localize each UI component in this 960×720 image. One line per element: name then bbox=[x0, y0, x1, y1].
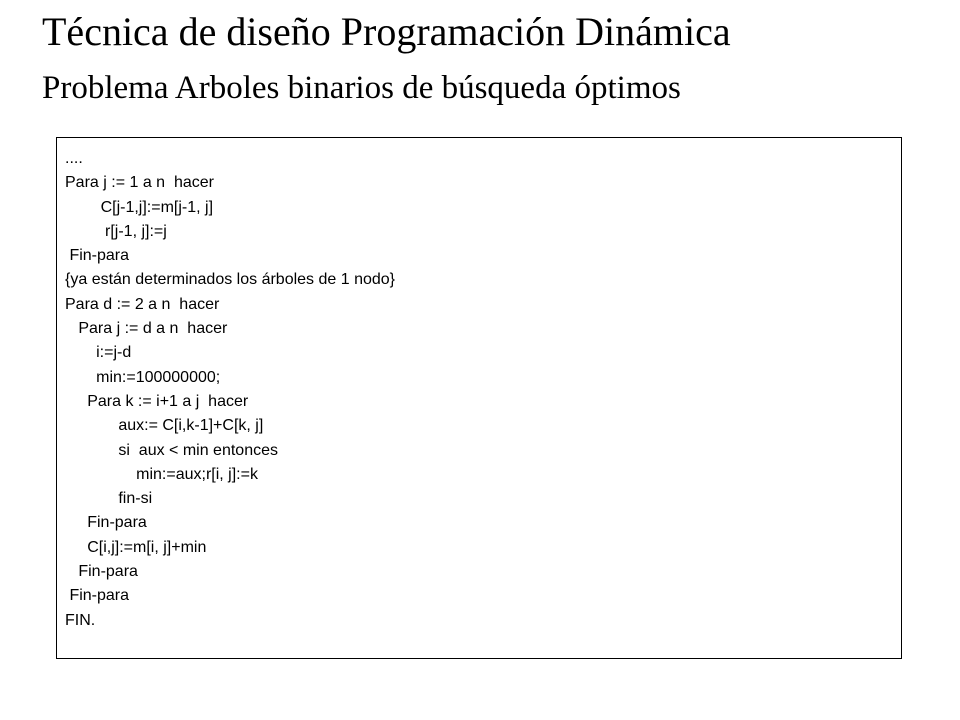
code-line: r[j-1, j]:=j bbox=[65, 222, 167, 240]
code-line: Fin-para bbox=[65, 587, 130, 605]
code-line: Para d := 2 a n hacer bbox=[65, 295, 220, 313]
code-line: si aux < min entonces bbox=[65, 441, 278, 459]
code-line: Fin-para bbox=[65, 514, 147, 532]
code-line: FIN. bbox=[65, 611, 96, 629]
code-line: aux:= C[i,k-1]+C[k, j] bbox=[65, 417, 264, 435]
code-line: i:=j-d bbox=[65, 344, 132, 362]
code-line: Fin-para bbox=[65, 563, 138, 581]
slide-subtitle: Problema Arboles binarios de búsqueda óptimos bbox=[42, 70, 681, 106]
code-line: Para j := d a n hacer bbox=[65, 320, 228, 338]
code-line: .... bbox=[65, 150, 83, 167]
code-line: fin-si bbox=[65, 490, 153, 508]
code-line: {ya están determinados los árboles de 1 nodo} bbox=[65, 271, 396, 289]
code-line: Para j := 1 a n hacer bbox=[65, 174, 214, 192]
code-line: C[j-1,j]:=m[j-1, j] bbox=[65, 198, 214, 216]
code-line: min:=aux;r[i, j]:=k bbox=[65, 465, 258, 483]
code-line: Fin-para bbox=[65, 247, 130, 265]
slide-title: Técnica de diseño Programación Dinámica bbox=[42, 9, 731, 54]
code-line: min:=100000000; bbox=[65, 368, 221, 386]
pseudocode-box bbox=[56, 137, 902, 659]
code-line: Para k := i+1 a j hacer bbox=[65, 392, 249, 410]
code-line: C[i,j]:=m[i, j]+min bbox=[65, 538, 207, 556]
